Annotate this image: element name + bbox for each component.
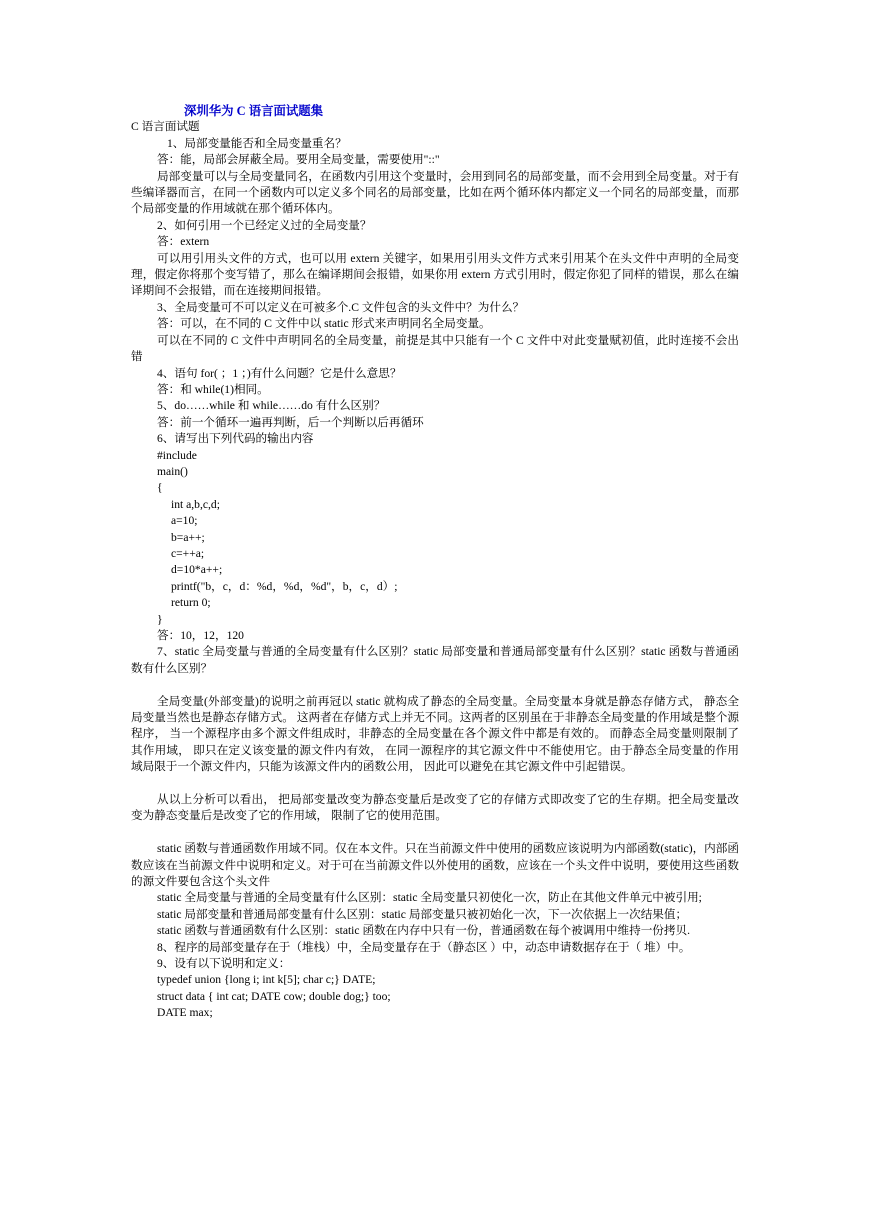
text-paragraph: typedef union {long i; int k[5]; char c;} DATE; [157, 973, 376, 987]
text-paragraph: 6、请写出下列代码的输出内容 [157, 432, 314, 446]
text-paragraph: 2、如何引用一个已经定义过的全局变量？ [157, 218, 372, 232]
text-paragraph: 全局变量(外部变量)的说明之前再冠以 static 就构成了静态的全局变量。全局变量本身就是静态存储方式， 静态全局变量当然也是静态存储方式。 这两者在存储方式上并无不同。这两者的区别虽在于非静态全局变量的作用域是整个源程序， 当一个源程序由多个源文件组成时，非静态的全局变量在各个源文件中都是有效的。 而静态全局变量则限制了其作用域， 即只在定义该变量的源文件内有效， 在同一源程序的其它源文件中不能使用它。由于静态全局变量的作用域局限于一个源文件内，只能为该源文件内的函数公用， 因此可以避免在其它源文件中引起错误。 [131, 694, 739, 774]
text-paragraph: b=a++; [171, 530, 205, 544]
text-paragraph: static 全局变量与普通的全局变量有什么区别：static 全局变量只初使化一次，防止在其他文件单元中被引用; [157, 891, 702, 905]
text-paragraph: C 语言面试题 [131, 120, 200, 134]
document-page [131, 103, 739, 1022]
text-paragraph: d=10*a++; [171, 563, 223, 577]
text-paragraph: 答：能，局部会屏蔽全局。要用全局变量，需要使用"::" [157, 153, 440, 167]
text-paragraph: 答：extern [157, 235, 210, 249]
blank-line [131, 776, 739, 792]
text-paragraph: a=10; [171, 514, 198, 528]
text-paragraph: static 函数与普通函数作用域不同。仅在本文件。只在当前源文件中使用的函数应该说明为内部函数(static)，内部函数应该在当前源文件中说明和定义。对于可在当前源文件以外使用的函数，应该在一个头文件中说明，要使用这些函数的源文件要包含这个头文件 [131, 842, 739, 889]
text-paragraph: struct data { int cat; DATE cow; double dog;} too; [157, 989, 391, 1003]
text-paragraph: static 函数与普通函数有什么区别：static 函数在内存中只有一份，普通函数在每个被调用中维持一份拷贝. [157, 924, 690, 938]
blank-line [131, 825, 739, 841]
text-paragraph: 答：可以，在不同的 C 文件中以 static 形式来声明同名全局变量。 [157, 317, 491, 331]
text-paragraph: { [157, 481, 163, 495]
document-body [131, 119, 739, 1021]
text-paragraph: 答：前一个循环一遍再判断，后一个判断以后再循环 [157, 415, 424, 429]
text-paragraph: 1、局部变量能否和全局变量重名？ [167, 136, 347, 150]
text-paragraph: 8、程序的局部变量存在于（堆栈）中，全局变量存在于（静态区 ）中，动态申请数据存在于（ 堆）中。 [157, 940, 691, 954]
document-title: 深圳华为 C 语言面试题集 [184, 104, 324, 118]
text-paragraph: DATE max; [157, 1006, 213, 1020]
text-paragraph: 答：和 while(1)相同。 [157, 382, 269, 396]
text-paragraph: 4、语句 for( ；1 ；)有什么问题？它是什么意思？ [157, 366, 402, 380]
text-paragraph: 局部变量可以与全局变量同名，在函数内引用这个变量时，会用到同名的局部变量，而不会用到全局变量。对于有些编译器而言，在同一个函数内可以定义多个同名的局部变量，比如在两个循环体内都定义一个同名的局部变量，而那个局部变量的作用域就在那个循环体内。 [131, 169, 739, 216]
text-paragraph: printf("b，c，d：%d，%d，%d"，b，c，d）; [171, 579, 398, 593]
text-paragraph: } [157, 612, 163, 626]
text-paragraph: main() [157, 464, 188, 478]
text-paragraph: 可以在不同的 C 文件中声明同名的全局变量，前提是其中只能有一个 C 文件中对此变量赋初值，此时连接不会出错 [131, 333, 739, 364]
text-paragraph: 5、do……while 和 while……do 有什么区别？ [157, 399, 386, 413]
text-paragraph: 可以用引用头文件的方式，也可以用 extern 关键字，如果用引用头文件方式来引用某个在头文件中声明的全局变理，假定你将那个变写错了，那么在编译期间会报错，如果你用 extern 方式引用时，假定你犯了同样的错误，那么在编译期间不会报错，而在连接期间报错。 [131, 251, 739, 298]
text-paragraph: #include [157, 448, 197, 462]
text-paragraph: 从以上分析可以看出， 把局部变量改变为静态变量后是改变了它的存储方式即改变了它的生存期。把全局变量改变为静态变量后是改变了它的作用域， 限制了它的使用范围。 [131, 793, 739, 823]
text-paragraph: int a,b,c,d; [171, 497, 220, 511]
text-paragraph: 3、全局变量可不可以定义在可被多个.C 文件包含的头文件中？为什么？ [157, 300, 525, 314]
text-paragraph: static 局部变量和普通局部变量有什么区别：static 局部变量只被初始化一次，下一次依据上一次结果值； [157, 907, 688, 921]
text-paragraph: c=++a; [171, 546, 205, 560]
text-paragraph: return 0; [171, 596, 211, 610]
text-paragraph: 7、static 全局变量与普通的全局变量有什么区别？static 局部变量和普通局部变量有什么区别？static 函数与普通函数有什么区别？ [131, 645, 739, 675]
blank-line [131, 677, 739, 693]
text-paragraph: 答：10，12，120 [157, 629, 244, 642]
text-paragraph: 9、设有以下说明和定义： [157, 957, 291, 971]
